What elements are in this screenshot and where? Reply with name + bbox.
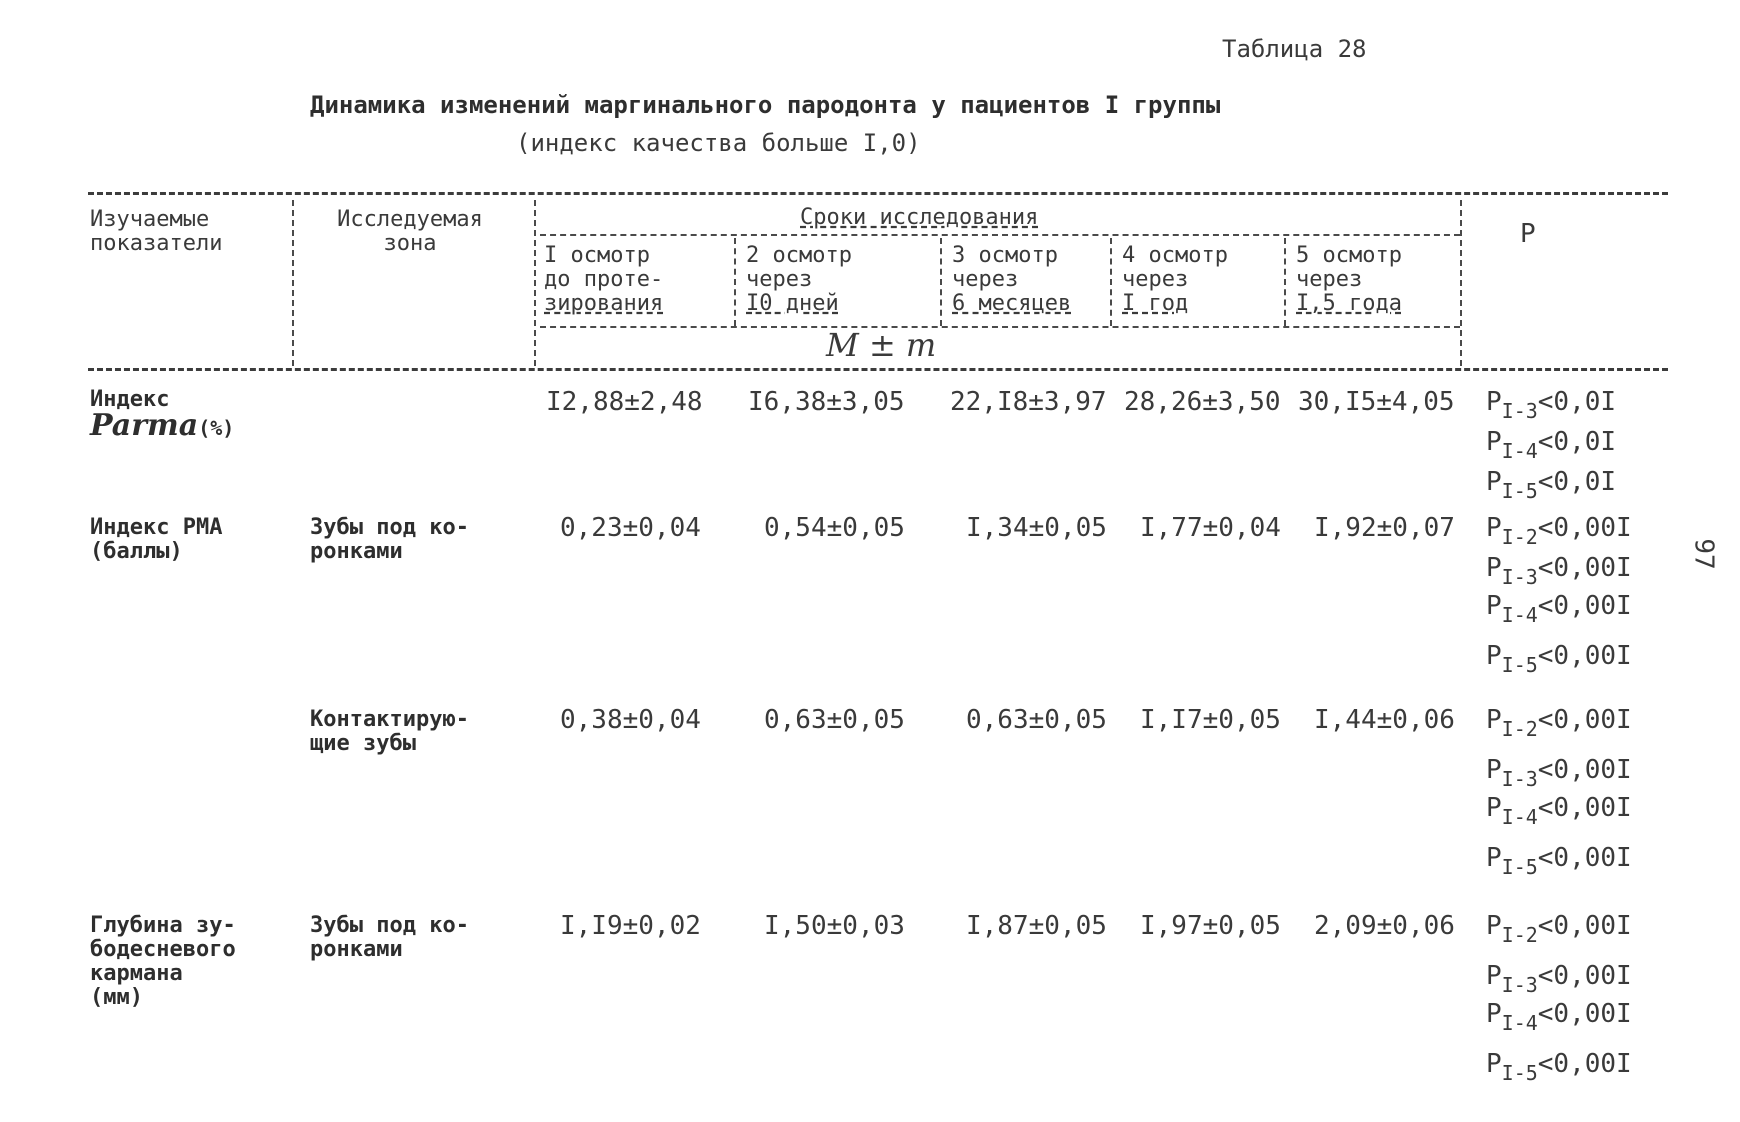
- row-3-value-5: I,44±0,06: [1314, 705, 1455, 735]
- col-divider-5: [1110, 238, 1112, 326]
- header-period-1: I осмотр до проте- зирования: [544, 243, 664, 316]
- row-4-value-1: I,I9±0,02: [560, 911, 701, 941]
- row-4-value-3: I,87±0,05: [966, 911, 1107, 941]
- col-divider-2: [534, 200, 536, 366]
- row-2-value-3: I,34±0,05: [966, 513, 1107, 543]
- header-group-periods: Сроки исследования: [800, 205, 1039, 230]
- header-bottom-rule: [88, 368, 1668, 371]
- row-1-p: $P_{I-3}<0,0I$ $P_{I-4}<0,0I$ $P_{I-5}<0,0I$: [1486, 387, 1617, 503]
- col-divider-1: [292, 200, 294, 366]
- row-2-p: $P_{I-2}<0,00I$ $P_{I-3}<0,00I$ $P_{I-4}<0,00I$ $P_{I-5}<0,00I$: [1486, 513, 1632, 677]
- row-4-value-2: I,50±0,03: [764, 911, 905, 941]
- row-2-value-4: I,77±0,04: [1140, 513, 1281, 543]
- col-divider-7: [1460, 200, 1462, 366]
- row-3-value-3: 0,63±0,05: [966, 705, 1107, 735]
- row-3-value-4: I,I7±0,05: [1140, 705, 1281, 735]
- row-4-zone: Зубы под ко- ронками: [310, 913, 469, 962]
- row-2-indicator: Индекс PMA (баллы): [90, 515, 223, 564]
- row-3-zone: Контактирую- щие зубы: [310, 707, 469, 756]
- row-2-value-2: 0,54±0,05: [764, 513, 905, 543]
- row-1-value-2: I6,38±3,05: [748, 387, 905, 417]
- header-zone: Исследуемая зона: [337, 207, 483, 256]
- header-stat: M ± m: [826, 326, 937, 364]
- table-title: Динамика изменений маргинального пародонта у пациентов I группы: [310, 91, 1221, 119]
- table-top-rule: [88, 192, 1668, 195]
- row-3-p: $P_{I-2}<0,00I$ $P_{I-3}<0,00I$ $P_{I-4}<0,00I$ $P_{I-5}<0,00I$: [1486, 705, 1632, 879]
- row-3-value-1: 0,38±0,04: [560, 705, 701, 735]
- periods-rule: [540, 326, 1460, 328]
- row-1-value-1: I2,88±2,48: [546, 387, 703, 417]
- header-period-4: 4 осмотр через I год: [1122, 243, 1228, 316]
- header-indicators: Изучаемые показатели: [90, 207, 223, 256]
- header-p: P: [1520, 219, 1536, 249]
- row-4-value-4: I,97±0,05: [1140, 911, 1281, 941]
- row-2-zone: Зубы под ко- ронками: [310, 515, 469, 564]
- col-divider-4: [940, 238, 942, 326]
- row-4-p: $P_{I-2}<0,00I$ $P_{I-3}<0,00I$ $P_{I-4}<0,00I$ $P_{I-5}<0,00I$: [1486, 911, 1632, 1085]
- header-period-2: 2 осмотр через I0 дней: [746, 243, 852, 316]
- group-header-rule: [540, 234, 1460, 236]
- row-4-value-5: 2,09±0,06: [1314, 911, 1455, 941]
- row-2-value-1: 0,23±0,04: [560, 513, 701, 543]
- col-divider-6: [1284, 238, 1286, 326]
- header-period-3: 3 осмотр через 6 месяцев: [952, 243, 1072, 316]
- row-1-value-3: 22,I8±3,97: [950, 387, 1107, 417]
- row-1-indicator: Индекс Parma(%): [90, 387, 235, 443]
- row-4-indicator: Глубина зу- бодесневого кармана (мм): [90, 913, 236, 1010]
- col-divider-3: [734, 238, 736, 326]
- table-number: Таблица 28: [1222, 35, 1367, 63]
- table-subtitle: (индекс качества больше I,0): [516, 129, 921, 157]
- page-number: 97: [1688, 538, 1719, 570]
- row-2-value-5: I,92±0,07: [1314, 513, 1455, 543]
- row-1-value-5: 30,I5±4,05: [1298, 387, 1455, 417]
- row-1-value-4: 28,26±3,50: [1124, 387, 1281, 417]
- header-period-5: 5 осмотр через I,5 года: [1296, 243, 1402, 316]
- row-3-value-2: 0,63±0,05: [764, 705, 905, 735]
